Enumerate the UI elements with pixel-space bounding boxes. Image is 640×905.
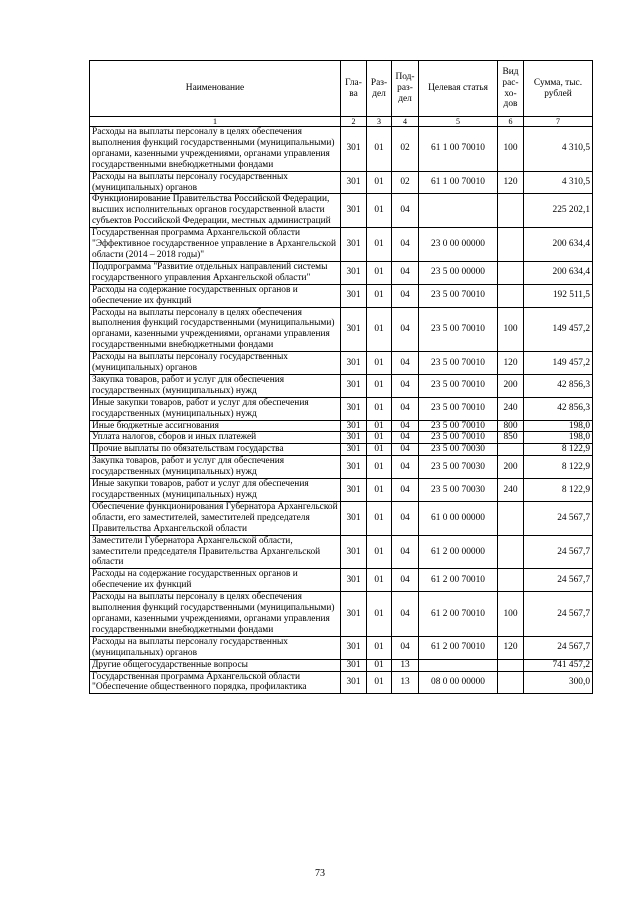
cell-expense-type <box>498 671 524 694</box>
cell-chapter: 301 <box>341 592 367 637</box>
cell-expense-type <box>498 569 524 592</box>
cell-section: 01 <box>367 261 392 284</box>
cell-target-article: 23 5 00 70010 <box>419 284 498 307</box>
cell-subsection: 04 <box>392 535 419 569</box>
cell-subsection: 04 <box>392 374 419 397</box>
cell-name: Закупка товаров, работ и услуг для обеспечения государственных (муниципальных) нужд <box>90 374 341 397</box>
col-number: 6 <box>498 117 524 127</box>
cell-subsection: 04 <box>392 228 419 262</box>
cell-target-article: 23 5 00 70030 <box>419 444 498 456</box>
cell-name: Иные закупки товаров, работ и услуг для обеспечения государственных (муниципальных) нужд <box>90 479 341 502</box>
cell-name: Прочие выплаты по обязательствам государства <box>90 444 341 456</box>
cell-expense-type: 120 <box>498 636 524 659</box>
cell-name: Иные бюджетные ассигнования <box>90 420 341 432</box>
cell-target-article: 61 0 00 00000 <box>419 501 498 535</box>
cell-chapter: 301 <box>341 569 367 592</box>
cell-section: 01 <box>367 171 392 194</box>
cell-amount: 198,0 <box>524 432 593 444</box>
cell-chapter: 301 <box>341 659 367 671</box>
cell-expense-type: 240 <box>498 397 524 420</box>
cell-subsection: 04 <box>392 444 419 456</box>
table-row <box>90 592 593 637</box>
cell-amount: 225 202,1 <box>524 194 593 228</box>
cell-name: Расходы на содержание государственных органов и обеспечение их функций <box>90 284 341 307</box>
cell-amount: 24 567,7 <box>524 501 593 535</box>
cell-amount: 149 457,2 <box>524 352 593 375</box>
cell-expense-type: 850 <box>498 432 524 444</box>
cell-chapter: 301 <box>341 352 367 375</box>
cell-subsection: 04 <box>392 307 419 352</box>
cell-amount: 24 567,7 <box>524 636 593 659</box>
cell-expense-type: 200 <box>498 374 524 397</box>
table-row <box>90 444 593 456</box>
cell-chapter: 301 <box>341 261 367 284</box>
cell-expense-type <box>498 194 524 228</box>
cell-chapter: 301 <box>341 194 367 228</box>
col-number: 7 <box>524 117 593 127</box>
cell-amount: 192 511,5 <box>524 284 593 307</box>
cell-subsection: 04 <box>392 352 419 375</box>
table-row <box>90 420 593 432</box>
table-row <box>90 228 593 262</box>
cell-name: Обеспечение функционирования Губернатора Архангельской области, его заместителей, заместителей председателя Правительства Архангельской области <box>90 501 341 535</box>
table-row <box>90 636 593 659</box>
cell-target-article: 61 2 00 00000 <box>419 535 498 569</box>
cell-chapter: 301 <box>341 456 367 479</box>
table-row <box>90 569 593 592</box>
cell-target-article: 61 1 00 70010 <box>419 171 498 194</box>
cell-amount: 200 634,4 <box>524 261 593 284</box>
cell-amount: 8 122,9 <box>524 456 593 479</box>
cell-target-article: 23 5 00 70030 <box>419 479 498 502</box>
cell-subsection: 04 <box>392 456 419 479</box>
table-row <box>90 397 593 420</box>
cell-name: Закупка товаров, работ и услуг для обеспечения государственных (муниципальных) нужд <box>90 456 341 479</box>
col-header-subsection: Под-раз-дел <box>392 61 419 117</box>
cell-subsection: 04 <box>392 501 419 535</box>
cell-target-article: 61 2 00 70010 <box>419 569 498 592</box>
cell-expense-type <box>498 501 524 535</box>
cell-chapter: 301 <box>341 171 367 194</box>
cell-chapter: 301 <box>341 228 367 262</box>
cell-expense-type <box>498 261 524 284</box>
cell-chapter: 301 <box>341 479 367 502</box>
cell-target-article: 23 5 00 70010 <box>419 432 498 444</box>
table-row <box>90 456 593 479</box>
cell-name: Заместители Губернатора Архангельской области, заместители председателя Правительства Архангельской области <box>90 535 341 569</box>
cell-expense-type: 120 <box>498 352 524 375</box>
cell-subsection: 04 <box>392 479 419 502</box>
cell-subsection: 04 <box>392 636 419 659</box>
cell-amount: 198,0 <box>524 420 593 432</box>
cell-expense-type: 120 <box>498 171 524 194</box>
cell-section: 01 <box>367 636 392 659</box>
cell-subsection: 04 <box>392 194 419 228</box>
cell-name: Расходы на выплаты персоналу в целях обеспечения выполнения функций государственными (муниципальными) органами, казенными учреждениями, органами управления государственными внебюджетными фондами <box>90 127 341 172</box>
cell-chapter: 301 <box>341 535 367 569</box>
cell-target-article: 61 2 00 70010 <box>419 592 498 637</box>
cell-name: Расходы на выплаты персоналу в целях обеспечения выполнения функций государственными (муниципальными) органами, казенными учреждениями, органами управления государственными внебюджетными фондами <box>90 592 341 637</box>
cell-section: 01 <box>367 659 392 671</box>
cell-target-article: 23 5 00 00000 <box>419 261 498 284</box>
cell-section: 01 <box>367 479 392 502</box>
cell-section: 01 <box>367 444 392 456</box>
cell-amount: 149 457,2 <box>524 307 593 352</box>
col-number: 5 <box>419 117 498 127</box>
cell-name: Расходы на выплаты персоналу государственных (муниципальных) органов <box>90 636 341 659</box>
cell-name: Иные закупки товаров, работ и услуг для обеспечения государственных (муниципальных) нужд <box>90 397 341 420</box>
cell-subsection: 02 <box>392 127 419 172</box>
col-header-amount: Сумма, тыс. рублей <box>524 61 593 117</box>
cell-amount: 42 856,3 <box>524 397 593 420</box>
cell-expense-type: 800 <box>498 420 524 432</box>
cell-subsection: 04 <box>392 569 419 592</box>
cell-name: Расходы на выплаты персоналу государственных (муниципальных) органов <box>90 352 341 375</box>
column-number-row <box>90 117 593 127</box>
cell-target-article: 23 5 00 70010 <box>419 374 498 397</box>
table-row <box>90 127 593 172</box>
table-row <box>90 501 593 535</box>
col-number: 4 <box>392 117 419 127</box>
page-number: 73 <box>315 868 325 879</box>
cell-target-article: 08 0 00 00000 <box>419 671 498 694</box>
cell-amount: 24 567,7 <box>524 569 593 592</box>
cell-name: Функционирование Правительства Российской Федерации, высших исполнительных органов государственной власти субъектов Российской Федерации, местных администраций <box>90 194 341 228</box>
cell-target-article: 23 5 00 70010 <box>419 397 498 420</box>
table-row <box>90 432 593 444</box>
cell-name: Уплата налогов, сборов и иных платежей <box>90 432 341 444</box>
cell-section: 01 <box>367 432 392 444</box>
table-row <box>90 659 593 671</box>
cell-name: Государственная программа Архангельской области "Обеспечение общественного порядка, профилактика <box>90 671 341 694</box>
cell-expense-type: 100 <box>498 307 524 352</box>
cell-chapter: 301 <box>341 397 367 420</box>
budget-table <box>89 60 593 694</box>
table-row <box>90 671 593 694</box>
cell-amount: 4 310,5 <box>524 127 593 172</box>
cell-section: 01 <box>367 671 392 694</box>
cell-target-article <box>419 194 498 228</box>
table-row <box>90 374 593 397</box>
cell-section: 01 <box>367 284 392 307</box>
cell-section: 01 <box>367 420 392 432</box>
cell-section: 01 <box>367 374 392 397</box>
cell-subsection: 04 <box>392 432 419 444</box>
cell-chapter: 301 <box>341 671 367 694</box>
cell-expense-type: 100 <box>498 592 524 637</box>
cell-section: 01 <box>367 228 392 262</box>
cell-amount: 42 856,3 <box>524 374 593 397</box>
cell-expense-type: 100 <box>498 127 524 172</box>
cell-subsection: 04 <box>392 420 419 432</box>
col-number: 1 <box>90 117 341 127</box>
cell-expense-type <box>498 659 524 671</box>
cell-name: Расходы на выплаты персоналу в целях обеспечения выполнения функций государственными (муниципальными) органами, казенными учреждениями, органами управления государственными внебюджетными фондами <box>90 307 341 352</box>
cell-amount: 8 122,9 <box>524 444 593 456</box>
cell-chapter: 301 <box>341 307 367 352</box>
cell-chapter: 301 <box>341 501 367 535</box>
table-row <box>90 261 593 284</box>
cell-section: 01 <box>367 456 392 479</box>
cell-chapter: 301 <box>341 284 367 307</box>
col-header-name: Наименование <box>90 61 341 117</box>
cell-target-article: 23 0 00 00000 <box>419 228 498 262</box>
cell-target-article: 23 5 00 70010 <box>419 307 498 352</box>
cell-expense-type: 240 <box>498 479 524 502</box>
col-number: 2 <box>341 117 367 127</box>
cell-expense-type <box>498 228 524 262</box>
cell-target-article: 23 5 00 70030 <box>419 456 498 479</box>
cell-amount: 741 457,2 <box>524 659 593 671</box>
cell-subsection: 04 <box>392 397 419 420</box>
cell-expense-type <box>498 444 524 456</box>
table-row <box>90 307 593 352</box>
cell-target-article: 23 5 00 70010 <box>419 420 498 432</box>
cell-subsection: 04 <box>392 284 419 307</box>
table-body <box>90 127 593 694</box>
cell-amount: 24 567,7 <box>524 535 593 569</box>
cell-name: Расходы на содержание государственных органов и обеспечение их функций <box>90 569 341 592</box>
col-number: 3 <box>367 117 392 127</box>
cell-amount: 24 567,7 <box>524 592 593 637</box>
table-row <box>90 352 593 375</box>
col-header-target-article: Целевая статья <box>419 61 498 117</box>
cell-section: 01 <box>367 352 392 375</box>
col-header-expense-type: Вид рас-хо-дов <box>498 61 524 117</box>
cell-name: Другие общегосударственные вопросы <box>90 659 341 671</box>
cell-expense-type <box>498 535 524 569</box>
cell-chapter: 301 <box>341 444 367 456</box>
cell-amount: 8 122,9 <box>524 479 593 502</box>
col-header-chapter: Гла-ва <box>341 61 367 117</box>
cell-section: 01 <box>367 194 392 228</box>
cell-chapter: 301 <box>341 432 367 444</box>
cell-subsection: 04 <box>392 592 419 637</box>
table-row <box>90 535 593 569</box>
cell-section: 01 <box>367 592 392 637</box>
cell-amount: 200 634,4 <box>524 228 593 262</box>
cell-subsection: 02 <box>392 171 419 194</box>
cell-chapter: 301 <box>341 420 367 432</box>
header-row <box>90 61 593 117</box>
cell-expense-type: 200 <box>498 456 524 479</box>
table-row <box>90 479 593 502</box>
cell-chapter: 301 <box>341 636 367 659</box>
col-header-section: Раз-дел <box>367 61 392 117</box>
table-row <box>90 284 593 307</box>
cell-target-article <box>419 659 498 671</box>
cell-section: 01 <box>367 535 392 569</box>
cell-name: Подпрограмма "Развитие отдельных направлений системы государственного управления Архангельской области" <box>90 261 341 284</box>
cell-section: 01 <box>367 397 392 420</box>
table-row <box>90 194 593 228</box>
cell-subsection: 04 <box>392 261 419 284</box>
cell-section: 01 <box>367 307 392 352</box>
cell-target-article: 61 2 00 70010 <box>419 636 498 659</box>
cell-name: Государственная программа Архангельской области "Эффективное государственное управление в Архангельской области (2014 – 2018 годы)" <box>90 228 341 262</box>
cell-section: 01 <box>367 569 392 592</box>
cell-amount: 4 310,5 <box>524 171 593 194</box>
cell-chapter: 301 <box>341 374 367 397</box>
cell-name: Расходы на выплаты персоналу государственных (муниципальных) органов <box>90 171 341 194</box>
cell-expense-type <box>498 284 524 307</box>
table-row <box>90 171 593 194</box>
cell-chapter: 301 <box>341 127 367 172</box>
cell-subsection: 13 <box>392 671 419 694</box>
cell-amount: 300,0 <box>524 671 593 694</box>
cell-section: 01 <box>367 127 392 172</box>
cell-target-article: 23 5 00 70010 <box>419 352 498 375</box>
cell-section: 01 <box>367 501 392 535</box>
cell-subsection: 13 <box>392 659 419 671</box>
cell-target-article: 61 1 00 70010 <box>419 127 498 172</box>
